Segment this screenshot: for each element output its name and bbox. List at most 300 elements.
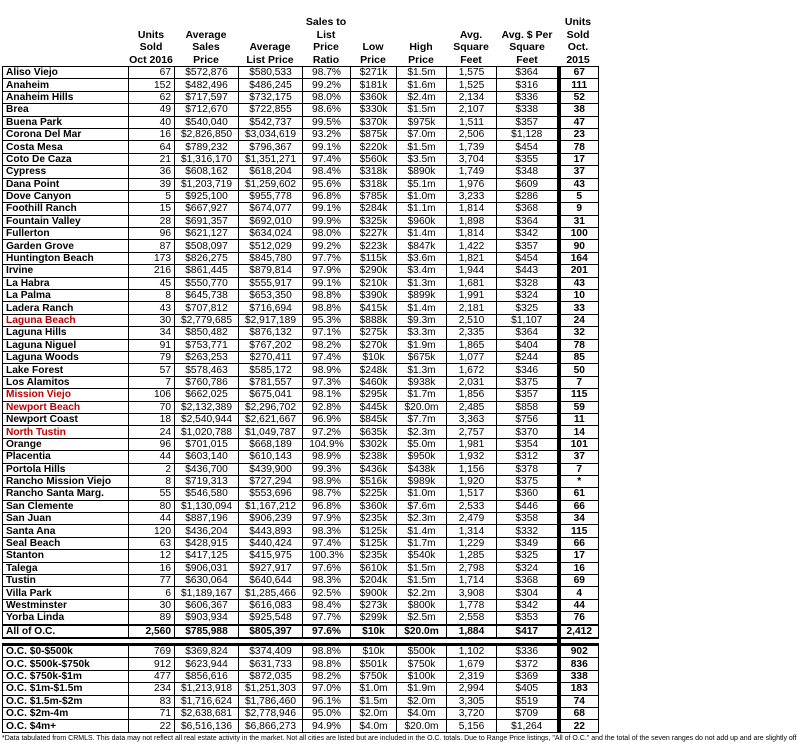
- area-name: O.C. $4m+: [3, 720, 129, 732]
- cell-col-4: 98.9%: [303, 451, 351, 463]
- cell-col-8: $357: [497, 116, 559, 128]
- table-row: [3, 252, 599, 264]
- units-sold-2016: 30: [129, 599, 175, 611]
- area-name: Laguna Woods: [3, 351, 129, 363]
- units-sold-2015: 37: [559, 166, 599, 178]
- cell-col-8: $1,128: [497, 128, 559, 140]
- area-name: Costa Mesa: [3, 141, 129, 153]
- units-sold-2015: 43: [559, 178, 599, 190]
- area-name: Lake Forest: [3, 364, 129, 376]
- area-name: O.C. $2m-4m: [3, 707, 129, 719]
- cell-col-5: $302k: [351, 438, 397, 450]
- cell-col-4: 98.3%: [303, 525, 351, 537]
- units-sold-2015: 100: [559, 228, 599, 240]
- area-name: Garden Grove: [3, 240, 129, 252]
- cell-col-8: $370: [497, 426, 559, 438]
- cell-col-3: $1,259,602: [239, 178, 303, 190]
- cell-col-6: $1.5m: [397, 104, 447, 116]
- cell-col-5: $181k: [351, 79, 397, 91]
- cell-col-2: $850,482: [175, 327, 239, 339]
- cell-col-8: $1,264: [497, 720, 559, 732]
- cell-col-7: 1,672: [447, 364, 497, 376]
- cell-col-2: $903,934: [175, 612, 239, 625]
- cell-col-4: 92.5%: [303, 587, 351, 599]
- units-sold-2016: 8: [129, 290, 175, 302]
- cell-col-7: 1,511: [447, 116, 497, 128]
- cell-col-7: 1,517: [447, 488, 497, 500]
- units-sold-2016: 40: [129, 116, 175, 128]
- cell-col-4: 99.9%: [303, 215, 351, 227]
- cell-col-5: $225k: [351, 488, 397, 500]
- cell-col-5: $560k: [351, 153, 397, 165]
- footnote: *Data tabulated from CRMLS. This data may not reflect all real estate activity in the market. Not all cities are listed but are included in the O.C. totals. Due to Range Price listings, "All of O.C." and the total of the seven ranges do not add up and are slightly off: [2, 734, 797, 742]
- cell-col-3: $486,245: [239, 79, 303, 91]
- units-sold-2016: 39: [129, 178, 175, 190]
- cell-col-7: 3,363: [447, 413, 497, 425]
- cell-col-4: 98.4%: [303, 166, 351, 178]
- table-row: [3, 215, 599, 227]
- units-sold-2015: 7: [559, 376, 599, 388]
- units-sold-2015: 23: [559, 128, 599, 140]
- units-sold-2015: 50: [559, 364, 599, 376]
- cell-col-7: 2,994: [447, 683, 497, 695]
- table-row: [3, 376, 599, 388]
- cell-col-3: $675,041: [239, 389, 303, 401]
- cell-col-7: 1,932: [447, 451, 497, 463]
- cell-col-7: 2,031: [447, 376, 497, 388]
- table-row: [3, 525, 599, 537]
- units-sold-2016: 44: [129, 513, 175, 525]
- cell-col-4: 98.9%: [303, 364, 351, 376]
- cell-col-2: $572,876: [175, 67, 239, 79]
- cell-col-8: $346: [497, 364, 559, 376]
- units-sold-2015: 16: [559, 562, 599, 574]
- cell-col-8: $342: [497, 599, 559, 611]
- cell-col-7: 1,981: [447, 438, 497, 450]
- column-header-4: Sales to List Price Ratio: [305, 16, 347, 66]
- cell-col-5: $299k: [351, 612, 397, 625]
- cell-col-8: $349: [497, 537, 559, 549]
- units-sold-2016: 96: [129, 438, 175, 450]
- units-sold-2016: 45: [129, 277, 175, 289]
- units-sold-2016: 55: [129, 488, 175, 500]
- cell-col-6: $890k: [397, 166, 447, 178]
- units-sold-2015: 5: [559, 190, 599, 202]
- cell-col-6: $100k: [397, 670, 447, 682]
- cell-col-3: $767,202: [239, 339, 303, 351]
- cell-col-4: 99.3%: [303, 463, 351, 475]
- area-name: Westminster: [3, 599, 129, 611]
- area-name: Placentia: [3, 451, 129, 463]
- cell-col-6: $20.0m: [397, 720, 447, 732]
- units-sold-2016: 80: [129, 500, 175, 512]
- cell-col-6: $750k: [397, 658, 447, 670]
- table-row: [3, 351, 599, 363]
- units-sold-2016: 216: [129, 265, 175, 277]
- cell-col-2: $1,020,788: [175, 426, 239, 438]
- cell-col-6: $500k: [397, 644, 447, 657]
- units-sold-2016: 96: [129, 228, 175, 240]
- cell-col-2: $785,988: [175, 625, 239, 638]
- cell-col-6: $960k: [397, 215, 447, 227]
- area-name: Rancho Santa Marg.: [3, 488, 129, 500]
- units-sold-2016: 89: [129, 612, 175, 625]
- cell-col-6: $2.4m: [397, 91, 447, 103]
- cell-col-6: $938k: [397, 376, 447, 388]
- units-sold-2016: 7: [129, 376, 175, 388]
- cell-col-4: 93.2%: [303, 128, 351, 140]
- cell-col-5: $635k: [351, 426, 397, 438]
- cell-col-6: $9.3m: [397, 314, 447, 326]
- cell-col-4: 99.1%: [303, 277, 351, 289]
- area-name: Santa Ana: [3, 525, 129, 537]
- cell-col-8: $312: [497, 451, 559, 463]
- units-sold-2015: 76: [559, 612, 599, 625]
- area-name: Seal Beach: [3, 537, 129, 549]
- cell-col-4: 98.8%: [303, 302, 351, 314]
- cell-col-2: $417,125: [175, 550, 239, 562]
- cell-col-5: $115k: [351, 252, 397, 264]
- table-row: [3, 178, 599, 190]
- units-sold-2015: 47: [559, 116, 599, 128]
- cell-col-3: $440,424: [239, 537, 303, 549]
- cell-col-3: $616,083: [239, 599, 303, 611]
- cell-col-5: $248k: [351, 364, 397, 376]
- cell-col-6: $1.9m: [397, 683, 447, 695]
- cell-col-2: $1,213,918: [175, 683, 239, 695]
- cell-col-8: $417: [497, 625, 559, 638]
- cell-col-4: 96.9%: [303, 413, 351, 425]
- area-name: Rancho Mission Viejo: [3, 475, 129, 487]
- cell-col-8: $342: [497, 228, 559, 240]
- cell-col-6: $847k: [397, 240, 447, 252]
- table-row: [3, 413, 599, 425]
- cell-col-2: $667,927: [175, 203, 239, 215]
- cell-col-8: $286: [497, 190, 559, 202]
- cell-col-3: $1,049,787: [239, 426, 303, 438]
- cell-col-3: $580,533: [239, 67, 303, 79]
- cell-col-2: $887,196: [175, 513, 239, 525]
- units-sold-2016: 63: [129, 537, 175, 549]
- units-sold-2016: 83: [129, 695, 175, 707]
- cell-col-2: $608,162: [175, 166, 239, 178]
- units-sold-2015: 44: [559, 599, 599, 611]
- cell-col-8: $316: [497, 79, 559, 91]
- cell-col-2: $540,040: [175, 116, 239, 128]
- cell-col-5: $125k: [351, 525, 397, 537]
- cell-col-7: 1,976: [447, 178, 497, 190]
- cell-col-2: $1,716,624: [175, 695, 239, 707]
- units-sold-2016: 477: [129, 670, 175, 682]
- cell-col-6: $1.5m: [397, 67, 447, 79]
- cell-col-8: $378: [497, 463, 559, 475]
- cell-col-4: 98.8%: [303, 644, 351, 657]
- area-name: Villa Park: [3, 587, 129, 599]
- units-sold-2016: 16: [129, 562, 175, 574]
- units-sold-2015: 52: [559, 91, 599, 103]
- area-name: Fullerton: [3, 228, 129, 240]
- cell-col-8: $332: [497, 525, 559, 537]
- cell-col-2: $428,915: [175, 537, 239, 549]
- table-row: [3, 550, 599, 562]
- units-sold-2016: 12: [129, 550, 175, 562]
- cell-col-3: $585,172: [239, 364, 303, 376]
- cell-col-3: $716,694: [239, 302, 303, 314]
- cell-col-6: $3.6m: [397, 252, 447, 264]
- cell-col-8: $609: [497, 178, 559, 190]
- area-name: Cypress: [3, 166, 129, 178]
- cell-col-3: $1,167,212: [239, 500, 303, 512]
- cell-col-5: $290k: [351, 265, 397, 277]
- table-row: [3, 153, 599, 165]
- units-sold-2015: 7: [559, 463, 599, 475]
- cell-col-7: 3,305: [447, 695, 497, 707]
- cell-col-6: $1.1m: [397, 203, 447, 215]
- cell-col-3: $640,644: [239, 575, 303, 587]
- cell-col-2: $436,700: [175, 463, 239, 475]
- cell-col-5: $318k: [351, 166, 397, 178]
- cell-col-5: $295k: [351, 389, 397, 401]
- cell-col-3: $727,294: [239, 475, 303, 487]
- cell-col-4: 99.1%: [303, 141, 351, 153]
- cell-col-7: 3,704: [447, 153, 497, 165]
- cell-col-5: $235k: [351, 513, 397, 525]
- cell-col-3: $270,411: [239, 351, 303, 363]
- cell-col-4: 99.2%: [303, 240, 351, 252]
- cell-col-4: 98.0%: [303, 228, 351, 240]
- cell-col-5: $501k: [351, 658, 397, 670]
- cell-col-5: $330k: [351, 104, 397, 116]
- cell-col-7: 1,525: [447, 79, 497, 91]
- cell-col-3: $3,034,619: [239, 128, 303, 140]
- cell-col-3: $631,733: [239, 658, 303, 670]
- cell-col-2: $603,140: [175, 451, 239, 463]
- cell-col-2: $2,132,389: [175, 401, 239, 413]
- units-sold-2015: 43: [559, 277, 599, 289]
- cell-col-6: $438k: [397, 463, 447, 475]
- cell-col-4: 97.1%: [303, 327, 351, 339]
- area-name: Stanton: [3, 550, 129, 562]
- units-sold-2015: *: [559, 475, 599, 487]
- area-name: All of O.C.: [3, 625, 129, 638]
- cell-col-2: $623,944: [175, 658, 239, 670]
- cell-col-4: 98.0%: [303, 91, 351, 103]
- cell-col-7: 1,898: [447, 215, 497, 227]
- cell-col-6: $989k: [397, 475, 447, 487]
- cell-col-3: $439,900: [239, 463, 303, 475]
- cell-col-4: 97.4%: [303, 351, 351, 363]
- cell-col-6: $7.0m: [397, 128, 447, 140]
- cell-col-3: $668,189: [239, 438, 303, 450]
- units-sold-2015: 101: [559, 438, 599, 450]
- units-sold-2015: 2,412: [559, 625, 599, 638]
- cell-col-5: $845k: [351, 413, 397, 425]
- cell-col-5: $10k: [351, 625, 397, 638]
- units-sold-2016: 8: [129, 475, 175, 487]
- units-sold-2016: 769: [129, 644, 175, 657]
- units-sold-2015: 31: [559, 215, 599, 227]
- cell-col-7: 2,107: [447, 104, 497, 116]
- area-name: La Habra: [3, 277, 129, 289]
- cell-col-6: $2.0m: [397, 695, 447, 707]
- cell-col-4: 97.4%: [303, 153, 351, 165]
- units-sold-2015: 902: [559, 644, 599, 657]
- area-name: Mission Viejo: [3, 389, 129, 401]
- cell-col-3: $927,917: [239, 562, 303, 574]
- cell-col-2: $2,826,850: [175, 128, 239, 140]
- cell-col-6: $1.4m: [397, 525, 447, 537]
- table-row: [3, 116, 599, 128]
- units-sold-2015: 74: [559, 695, 599, 707]
- area-name: O.C. $1m-$1.5m: [3, 683, 129, 695]
- area-name: Anaheim: [3, 79, 129, 91]
- units-sold-2015: 10: [559, 290, 599, 302]
- cell-col-4: 98.1%: [303, 389, 351, 401]
- area-name: Laguna Hills: [3, 327, 129, 339]
- cell-col-8: $756: [497, 413, 559, 425]
- table-row: [3, 500, 599, 512]
- area-name: Laguna Niguel: [3, 339, 129, 351]
- units-sold-2016: 77: [129, 575, 175, 587]
- cell-col-3: $674,077: [239, 203, 303, 215]
- cell-col-3: $553,696: [239, 488, 303, 500]
- cell-col-5: $271k: [351, 67, 397, 79]
- cell-col-8: $368: [497, 203, 559, 215]
- cell-col-8: $443: [497, 265, 559, 277]
- cell-col-3: $512,029: [239, 240, 303, 252]
- cell-col-7: 1,714: [447, 575, 497, 587]
- cell-col-4: 98.3%: [303, 575, 351, 587]
- area-name: O.C. $1.5m-$2m: [3, 695, 129, 707]
- cell-col-4: 98.8%: [303, 658, 351, 670]
- cell-col-6: $675k: [397, 351, 447, 363]
- units-sold-2015: 33: [559, 302, 599, 314]
- cell-col-5: $235k: [351, 550, 397, 562]
- units-sold-2016: 71: [129, 707, 175, 719]
- cell-col-8: $244: [497, 351, 559, 363]
- cell-col-3: $876,132: [239, 327, 303, 339]
- table-row: [3, 612, 599, 625]
- table-row: [3, 277, 599, 289]
- price-range-row: [3, 695, 599, 707]
- units-sold-2016: 43: [129, 302, 175, 314]
- cell-col-4: 99.1%: [303, 203, 351, 215]
- units-sold-2015: 69: [559, 575, 599, 587]
- cell-col-4: 99.2%: [303, 79, 351, 91]
- cell-col-6: $950k: [397, 451, 447, 463]
- cell-col-8: $324: [497, 562, 559, 574]
- cell-col-5: $204k: [351, 575, 397, 587]
- cell-col-2: $789,232: [175, 141, 239, 153]
- cell-col-8: $324: [497, 290, 559, 302]
- units-sold-2015: 11: [559, 413, 599, 425]
- units-sold-2015: 59: [559, 401, 599, 413]
- cell-col-2: $691,357: [175, 215, 239, 227]
- cell-col-2: $719,313: [175, 475, 239, 487]
- cell-col-3: $610,143: [239, 451, 303, 463]
- column-header-5: Low Price: [360, 41, 386, 66]
- table-row: [3, 190, 599, 202]
- cell-col-7: 1,285: [447, 550, 497, 562]
- cell-col-2: $2,779,685: [175, 314, 239, 326]
- cell-col-5: $4.0m: [351, 720, 397, 732]
- area-name: Portola Hills: [3, 463, 129, 475]
- cell-col-6: $5.1m: [397, 178, 447, 190]
- area-name: Huntington Beach: [3, 252, 129, 264]
- cell-col-6: $7.7m: [397, 413, 447, 425]
- units-sold-2016: 36: [129, 166, 175, 178]
- cell-col-5: $275k: [351, 327, 397, 339]
- table-row: [3, 314, 599, 326]
- units-sold-2015: 90: [559, 240, 599, 252]
- area-name: Laguna Beach: [3, 314, 129, 326]
- cell-col-4: 100.3%: [303, 550, 351, 562]
- cell-col-4: 98.7%: [303, 67, 351, 79]
- cell-col-6: $1.4m: [397, 228, 447, 240]
- cell-col-6: $1.0m: [397, 190, 447, 202]
- units-sold-2016: 79: [129, 351, 175, 363]
- cell-col-3: $415,975: [239, 550, 303, 562]
- cell-col-3: $2,917,189: [239, 314, 303, 326]
- cell-col-6: $1.3m: [397, 277, 447, 289]
- cell-col-7: 1,422: [447, 240, 497, 252]
- units-sold-2016: 18: [129, 413, 175, 425]
- cell-col-2: $856,616: [175, 670, 239, 682]
- cell-col-3: $542,737: [239, 116, 303, 128]
- units-sold-2016: 57: [129, 364, 175, 376]
- cell-col-5: $125k: [351, 537, 397, 549]
- cell-col-2: $712,670: [175, 104, 239, 116]
- cell-col-7: 3,908: [447, 587, 497, 599]
- cell-col-3: $955,778: [239, 190, 303, 202]
- area-name: Newport Beach: [3, 401, 129, 413]
- cell-col-2: $861,445: [175, 265, 239, 277]
- cell-col-8: $325: [497, 550, 559, 562]
- sales-table: [2, 66, 599, 733]
- table-row: [3, 389, 599, 401]
- cell-col-8: $304: [497, 587, 559, 599]
- cell-col-7: 1,814: [447, 228, 497, 240]
- cell-col-8: $348: [497, 166, 559, 178]
- units-sold-2015: 9: [559, 203, 599, 215]
- units-sold-2016: 91: [129, 339, 175, 351]
- cell-col-7: 1,077: [447, 351, 497, 363]
- area-name: San Juan: [3, 513, 129, 525]
- cell-col-6: $1.5m: [397, 141, 447, 153]
- table-header: [2, 4, 598, 66]
- units-sold-2016: 87: [129, 240, 175, 252]
- area-name: Yorba Linda: [3, 612, 129, 625]
- area-name: Foothill Ranch: [3, 203, 129, 215]
- cell-col-2: $645,738: [175, 290, 239, 302]
- cell-col-5: $415k: [351, 302, 397, 314]
- units-sold-2016: 28: [129, 215, 175, 227]
- cell-col-4: 98.6%: [303, 104, 351, 116]
- cell-col-4: 96.1%: [303, 695, 351, 707]
- units-sold-2016: 21: [129, 153, 175, 165]
- units-sold-2016: 70: [129, 401, 175, 413]
- units-sold-2015: 67: [559, 67, 599, 79]
- cell-col-8: $858: [497, 401, 559, 413]
- cell-col-5: $460k: [351, 376, 397, 388]
- table-row: [3, 562, 599, 574]
- cell-col-3: $634,024: [239, 228, 303, 240]
- cell-col-4: 97.7%: [303, 252, 351, 264]
- cell-col-7: 1,865: [447, 339, 497, 351]
- table-row: [3, 513, 599, 525]
- cell-col-2: $760,786: [175, 376, 239, 388]
- table-row: [3, 302, 599, 314]
